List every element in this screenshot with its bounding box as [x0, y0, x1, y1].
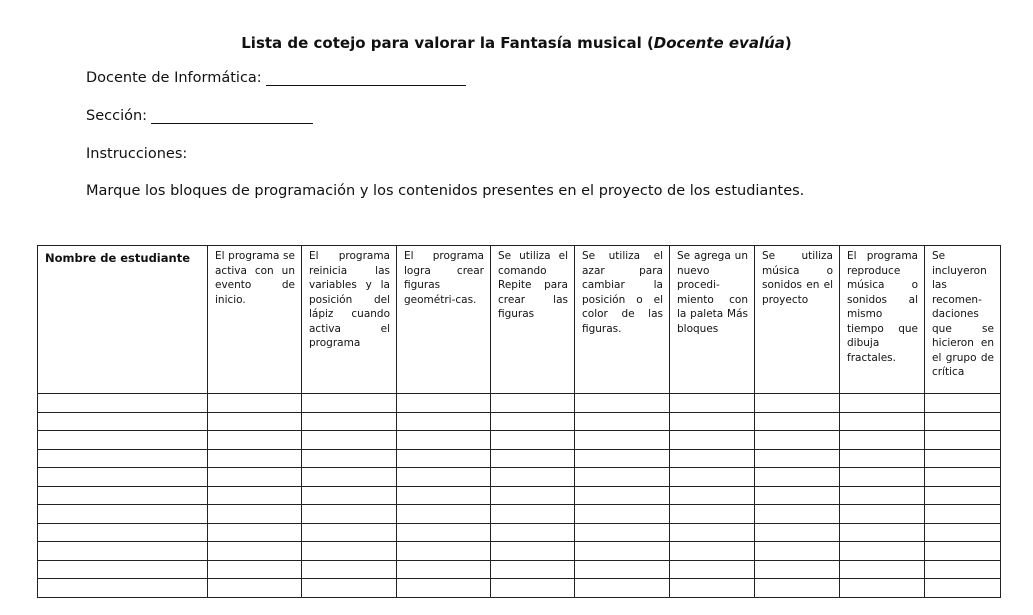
- checklist-cell[interactable]: [208, 468, 302, 487]
- checklist-cell[interactable]: [491, 449, 575, 468]
- checklist-cell[interactable]: [491, 468, 575, 487]
- checklist-cell[interactable]: [755, 560, 840, 579]
- checklist-cell[interactable]: [575, 449, 670, 468]
- checklist-cell[interactable]: [208, 449, 302, 468]
- header-student-name: Nombre de estudiante: [38, 246, 208, 394]
- checklist-cell[interactable]: [925, 505, 1001, 524]
- table-row: [38, 579, 1001, 598]
- checklist-cell[interactable]: [302, 412, 397, 431]
- checklist-cell[interactable]: [397, 394, 491, 413]
- teacher-line: [86, 70, 466, 86]
- checklist-cell[interactable]: [755, 412, 840, 431]
- checklist-cell[interactable]: [397, 579, 491, 598]
- checklist-cell[interactable]: [755, 542, 840, 561]
- checklist-cell[interactable]: [755, 505, 840, 524]
- checklist-cell[interactable]: [208, 560, 302, 579]
- checklist-cell[interactable]: [575, 394, 670, 413]
- checklist-cell[interactable]: [491, 486, 575, 505]
- table-row: [38, 505, 1001, 524]
- checklist-cell[interactable]: [208, 412, 302, 431]
- title-text: Lista de cotejo para valorar la Fantasía musical (: [241, 34, 654, 52]
- checklist-cell[interactable]: [397, 542, 491, 561]
- checklist-cell[interactable]: [575, 486, 670, 505]
- checklist-cell[interactable]: [208, 523, 302, 542]
- table-row: [38, 542, 1001, 561]
- checklist-cell[interactable]: [575, 542, 670, 561]
- student-name-cell[interactable]: [38, 579, 208, 598]
- checklist-cell[interactable]: [397, 523, 491, 542]
- title-end-text: ): [784, 34, 792, 52]
- checklist-cell[interactable]: [840, 431, 925, 450]
- checklist-cell[interactable]: [840, 412, 925, 431]
- checklist-cell[interactable]: [670, 449, 755, 468]
- checklist-cell[interactable]: [575, 505, 670, 524]
- checklist-cell[interactable]: [491, 560, 575, 579]
- checklist-cell[interactable]: [840, 560, 925, 579]
- checklist-cell[interactable]: [491, 542, 575, 561]
- student-name-cell[interactable]: [38, 449, 208, 468]
- checklist-cell[interactable]: [670, 542, 755, 561]
- checklist-cell[interactable]: [491, 412, 575, 431]
- section-blank-line: [151, 109, 313, 124]
- checklist-cell[interactable]: [755, 486, 840, 505]
- checklist-cell[interactable]: [670, 505, 755, 524]
- checklist-cell[interactable]: [670, 523, 755, 542]
- table-row: [38, 412, 1001, 431]
- checklist-cell[interactable]: [670, 431, 755, 450]
- table-row: [38, 523, 1001, 542]
- checklist-cell[interactable]: [755, 449, 840, 468]
- checklist-cell[interactable]: [575, 560, 670, 579]
- checklist-cell[interactable]: [208, 394, 302, 413]
- checklist-cell[interactable]: [925, 394, 1001, 413]
- checklist-cell[interactable]: [397, 431, 491, 450]
- student-name-cell[interactable]: [38, 468, 208, 487]
- header-criterion-3: El programa logra crear figuras geométri-cas.: [397, 246, 491, 394]
- student-name-cell[interactable]: [38, 394, 208, 413]
- student-name-cell[interactable]: [38, 486, 208, 505]
- checklist-cell[interactable]: [840, 542, 925, 561]
- student-name-cell[interactable]: [38, 560, 208, 579]
- checklist-cell[interactable]: [670, 394, 755, 413]
- checklist-cell[interactable]: [925, 579, 1001, 598]
- checklist-cell[interactable]: [397, 486, 491, 505]
- checklist-cell[interactable]: [208, 579, 302, 598]
- table-row: [38, 560, 1001, 579]
- checklist-cell[interactable]: [755, 431, 840, 450]
- checklist-cell[interactable]: [925, 449, 1001, 468]
- table-row: [38, 431, 1001, 450]
- table-body: [38, 394, 1001, 598]
- checklist-cell[interactable]: [925, 523, 1001, 542]
- checklist-cell[interactable]: [840, 449, 925, 468]
- checklist-cell[interactable]: [575, 579, 670, 598]
- checklist-cell[interactable]: [755, 523, 840, 542]
- checklist-cell[interactable]: [208, 542, 302, 561]
- checklist-cell[interactable]: [670, 560, 755, 579]
- teacher-label: Docente de Informática:: [86, 70, 262, 86]
- student-name-cell[interactable]: [38, 412, 208, 431]
- checklist-cell[interactable]: [397, 560, 491, 579]
- checklist-cell[interactable]: [840, 523, 925, 542]
- checklist-cell[interactable]: [840, 394, 925, 413]
- checklist-cell[interactable]: [755, 468, 840, 487]
- header-criterion-7: Se utiliza música o sonidos en el proyecto: [755, 246, 840, 394]
- document-title: [0, 34, 1033, 52]
- checklist-cell[interactable]: [302, 486, 397, 505]
- checklist-cell[interactable]: [208, 486, 302, 505]
- checklist-cell[interactable]: [755, 579, 840, 598]
- header-criterion-4: Se utiliza el comando Repite para crear las figuras: [491, 246, 575, 394]
- checklist-cell[interactable]: [840, 579, 925, 598]
- checklist-cell[interactable]: [925, 542, 1001, 561]
- checklist-cell[interactable]: [575, 412, 670, 431]
- checklist-cell[interactable]: [670, 486, 755, 505]
- table-row: [38, 394, 1001, 413]
- checklist-cell[interactable]: [491, 394, 575, 413]
- checklist-cell[interactable]: [397, 412, 491, 431]
- checklist-cell[interactable]: [302, 505, 397, 524]
- section-label: Sección:: [86, 108, 148, 124]
- header-criterion-1: El programa se activa con un evento de inicio.: [208, 246, 302, 394]
- section-line: [86, 108, 313, 124]
- checklist-cell[interactable]: [925, 560, 1001, 579]
- checklist-cell[interactable]: [302, 523, 397, 542]
- student-name-cell[interactable]: [38, 431, 208, 450]
- checklist-cell[interactable]: [397, 505, 491, 524]
- checklist-cell[interactable]: [302, 468, 397, 487]
- checklist-cell[interactable]: [925, 468, 1001, 487]
- checklist-cell[interactable]: [670, 579, 755, 598]
- student-name-cell[interactable]: [38, 505, 208, 524]
- checklist-cell[interactable]: [670, 412, 755, 431]
- checklist-cell[interactable]: [302, 542, 397, 561]
- student-name-cell[interactable]: [38, 523, 208, 542]
- checklist-cell[interactable]: [840, 486, 925, 505]
- checklist-cell[interactable]: [302, 579, 397, 598]
- title-italic-text: Docente evalúa: [653, 34, 785, 52]
- checklist-cell[interactable]: [208, 431, 302, 450]
- header-criterion-8: El programa reproduce música o sonidos al mismo tiempo que dibuja fractales.: [840, 246, 925, 394]
- table-header-row: [38, 246, 1001, 394]
- checklist-cell[interactable]: [575, 523, 670, 542]
- table-row: [38, 449, 1001, 468]
- checklist-cell[interactable]: [925, 412, 1001, 431]
- checklist-cell[interactable]: [302, 560, 397, 579]
- teacher-blank-line: [266, 71, 466, 86]
- instructions-heading: Instrucciones:: [86, 146, 188, 162]
- checklist-cell[interactable]: [670, 468, 755, 487]
- checklist-cell[interactable]: [575, 468, 670, 487]
- checklist-cell[interactable]: [302, 449, 397, 468]
- header-criterion-2: El programa reinicia las variables y la posición del lápiz cuando activa el programa: [302, 246, 397, 394]
- header-criterion-6: Se agrega un nuevo procedi-miento con la paleta Más bloques: [670, 246, 755, 394]
- checklist-cell[interactable]: [840, 505, 925, 524]
- checklist-cell[interactable]: [491, 505, 575, 524]
- checklist-cell[interactable]: [208, 505, 302, 524]
- header-criterion-9: Se incluyeron las recomen-daciones que se hicieron en el grupo de crítica: [925, 246, 1001, 394]
- checklist-cell[interactable]: [840, 468, 925, 487]
- header-criterion-5: Se utiliza el azar para cambiar la posición o el color de las figuras.: [575, 246, 670, 394]
- checklist-cell[interactable]: [302, 431, 397, 450]
- checklist-cell[interactable]: [925, 486, 1001, 505]
- checklist-table: [37, 245, 1001, 598]
- checklist-cell[interactable]: [925, 431, 1001, 450]
- checklist-cell[interactable]: [755, 394, 840, 413]
- checklist-cell[interactable]: [491, 579, 575, 598]
- checklist-cell[interactable]: [397, 449, 491, 468]
- checklist-cell[interactable]: [575, 431, 670, 450]
- student-name-cell[interactable]: [38, 542, 208, 561]
- checklist-cell[interactable]: [302, 394, 397, 413]
- checklist-cell[interactable]: [491, 431, 575, 450]
- checklist-cell[interactable]: [491, 523, 575, 542]
- instructions-text: Marque los bloques de programación y los contenidos presentes en el proyecto de los estudiantes.: [86, 183, 805, 199]
- table-row: [38, 468, 1001, 487]
- table-row: [38, 486, 1001, 505]
- checklist-cell[interactable]: [397, 468, 491, 487]
